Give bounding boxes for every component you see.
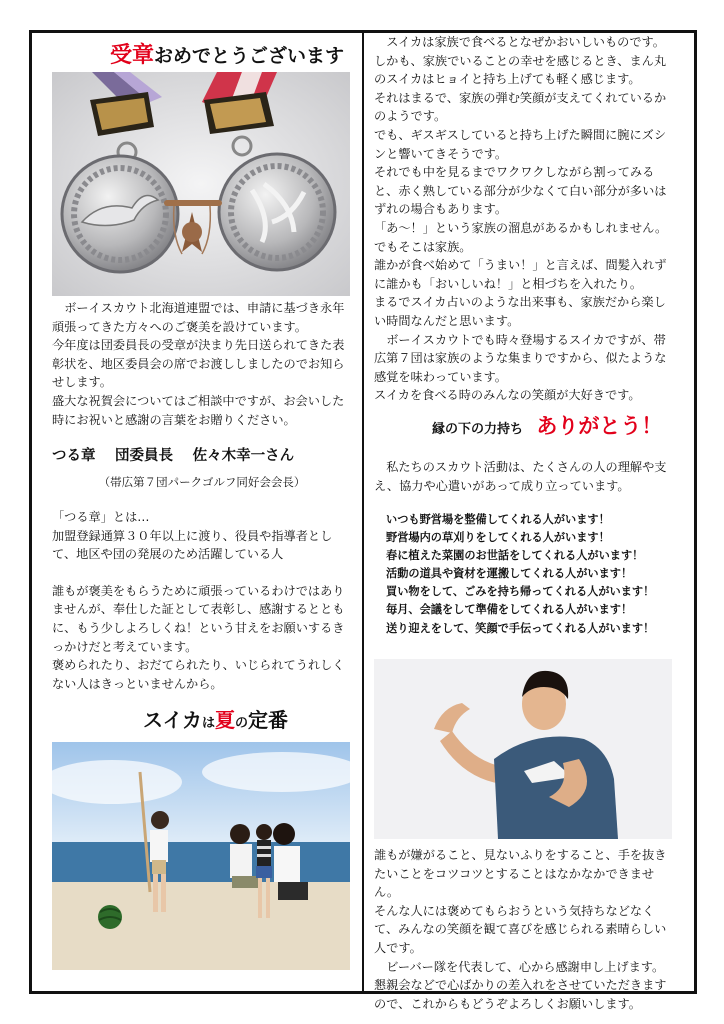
- tsuru-description: 加盟登録通算３０年以上に渡り、役員や指導者として、地区や団の発展のため活躍している人: [52, 528, 333, 562]
- family-watermelon-beach-photo-icon: [52, 742, 350, 970]
- watermelon-paragraph: まるでスイカ占いのような出来事も、家族だから楽しい時間なんだと思います。: [374, 295, 666, 328]
- tsuru-paragraph: 誰もが褒美をもらうために頑張っているわけではありませんが、奉仕した証として表彰し、感謝するとともに、もう少しよろしくね！という甘えをお願いするきっかけだと考えています。: [52, 583, 345, 654]
- award-title-accent: 受章: [110, 43, 155, 68]
- title-part: 定番: [248, 708, 289, 732]
- watermelon-paragraph: 「あ～！」という家族の溜息があるかもしれません。: [374, 220, 668, 235]
- award-paragraph: 盛大な祝賀会についてはご相談中ですが、お会いした時にお祝いと感謝の言葉をお贈りください。: [52, 393, 345, 427]
- watermelon-paragraph: ボーイスカウトでも時々登場するスイカですが、帯広第７団は家族のような集まりですから、似たような感覚を味わっています。: [374, 332, 667, 384]
- thanks-intro: [374, 458, 674, 495]
- list-item: いつも野営場を整備してくれる人がいます！: [386, 513, 610, 526]
- thanks-title-accent: ありがとう！: [536, 414, 663, 438]
- thanks-title-prefix: 縁の下の力持ち: [432, 422, 524, 437]
- closing-paragraph: そんな人には褒めてもらおうという気持ちなどなくて、みんなの笑顔を観て喜びを感じられる素晴らしい人です。: [374, 903, 667, 955]
- watermelon-paragraph: それはまるで、家族の弾む笑顔が支えてくれているかのようです。: [374, 90, 667, 124]
- person-subline: （帯広第７団パークゴルフ同好会会長）: [98, 475, 306, 489]
- thanks-list: [386, 511, 676, 638]
- title-part: スイカ: [143, 708, 202, 732]
- watermelon-paragraph: 誰かが食べ始めて「うまい！」と言えば、間髪入れずに誰かも「おいしいね！」と相づちを入れたり。: [374, 258, 667, 291]
- list-item: 春に植えた菜園のお世話をしてくれる人がいます！: [386, 549, 644, 563]
- watermelon-title: [143, 704, 288, 733]
- list-item: 毎月、会議をして準備をしてくれる人がいます！: [386, 603, 633, 617]
- watermelon-paragraph: それでも中を見るまでワクワクしながら割ってみると、赤く熟している部分が少なくて白い部分が多いはずれの場合もあります。: [374, 165, 667, 217]
- beach-photo: [52, 742, 350, 970]
- thanks-title: [432, 410, 662, 440]
- two-silver-medals-photo-icon: [52, 72, 350, 296]
- watermelon-paragraph: スイカを食べる時のみんなの笑顔が大好きです。: [374, 388, 641, 403]
- title-accent: 夏: [215, 708, 236, 732]
- tsuru-section: [52, 508, 352, 693]
- award-paragraph: ボーイスカウト北海道連盟では、申請に基づき永年頑張ってきた方々へのご褒美を設けています。: [52, 301, 345, 334]
- watermelon-paragraph: しかも、家族でいることの幸せを感じるとき、まん丸のスイカはヒョイと持ち上げても軽く感じます。: [374, 53, 667, 87]
- medals-photo: [52, 72, 350, 296]
- tsuru-paragraph: 褒められたり、おだてられたり、いじられてうれしくない人はきっといませんから。: [52, 658, 345, 691]
- man-photo: [374, 659, 672, 839]
- watermelon-paragraph: でもそこは家族。: [374, 239, 472, 254]
- award-paragraph: 今年度は団委員長の受章が決まり先日送られてきた表彰状を、地区委員会の席でお渡ししましたのでお知らせします。: [52, 338, 345, 390]
- watermelon-body: [374, 33, 674, 405]
- closing-paragraph: 懇親会などで心ばかりの差入れをさせていただきますので、これからもどうぞよろしくお願いします。: [374, 978, 667, 1011]
- list-item: 活動の道具や資材を運搬してくれる人がいます！: [386, 567, 633, 581]
- column-divider: [362, 33, 364, 991]
- title-part: の: [235, 716, 249, 731]
- closing-paragraph: ビーバー隊を代表して、心から感謝申し上げます。: [386, 959, 665, 974]
- thanks-intro-text: 私たちのスカウト活動は、たくさんの人の理解や支え、協力や心遣いがあって成り立っています。: [374, 460, 667, 493]
- man-flexing-arm-photo-icon: [374, 659, 672, 839]
- award-title-rest: おめでとうございます: [154, 45, 345, 67]
- tsuru-intro: 「つる章」とは…: [52, 510, 150, 524]
- watermelon-paragraph: スイカは家族で食べるとなぜかおいしいものです。: [386, 35, 665, 49]
- list-item: 送り迎えをして、笑顔で手伝ってくれる人がいます！: [386, 621, 655, 635]
- award-body: [52, 299, 352, 429]
- closing-section: [374, 846, 674, 1013]
- award-title: [110, 38, 344, 69]
- title-part: は: [202, 716, 216, 731]
- person-line: つる章 団委員長 佐々木幸一さん: [52, 448, 295, 464]
- closing-paragraph: 誰もが嫌がること、見ないふりをすること、手を抜きたいことをコツコツとすることはなかなかできません。: [374, 848, 667, 900]
- list-item: 買い物をして、ごみを持ち帰ってくれる人がいます！: [386, 585, 655, 599]
- list-item: 野営場内の草刈りをしてくれる人がいます！: [386, 531, 610, 545]
- watermelon-paragraph: でも、ギスギスしていると持ち上げた瞬間に腕にズシンと響いてきそうです。: [374, 127, 667, 161]
